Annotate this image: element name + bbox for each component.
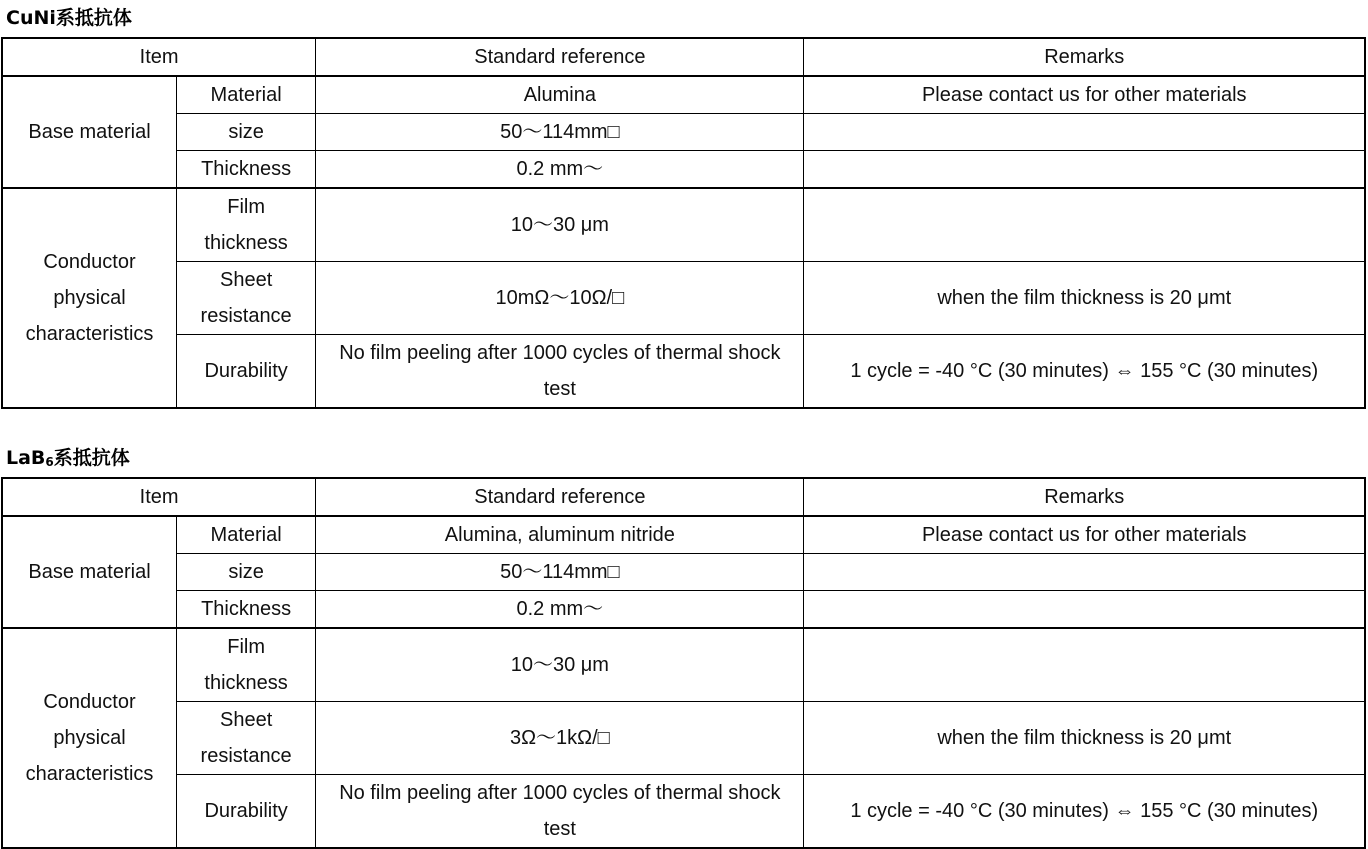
table-row — [2, 554, 1365, 591]
cell-standard-size: 50～114mm□ — [316, 554, 804, 591]
section-title-lab6 — [6, 446, 130, 474]
cell-standard-material: Alumina, aluminum nitride — [316, 516, 804, 554]
table-row — [2, 188, 1365, 262]
row-label-durability: Durability — [177, 335, 316, 409]
row-label-size: size — [177, 554, 316, 591]
title-suffix: 系抵抗体 — [53, 447, 130, 469]
table-row — [2, 335, 1365, 409]
header-remarks: Remarks — [804, 38, 1365, 76]
table-row — [2, 151, 1365, 189]
cell-remarks-durability: 1 cycle = -40 °C (30 minutes) ⇔ 155 °C (30 minutes) — [804, 775, 1365, 849]
cell-standard-sheet-resistance: 3Ω～1kΩ/□ — [316, 702, 804, 775]
cell-remarks-material: Please contact us for other materials — [804, 516, 1365, 554]
cell-remarks-durability: 1 cycle = -40 °C (30 minutes) ⇔ 155 °C (30 minutes) — [804, 335, 1365, 409]
cell-remarks-sheet-resistance: when the film thickness is 20 μmt — [804, 262, 1365, 335]
cell-standard-film-thickness: 10～30 μm — [316, 628, 804, 702]
cell-remarks-sheet-resistance: when the film thickness is 20 μmt — [804, 702, 1365, 775]
table-row — [2, 628, 1365, 702]
title-main: LaB — [6, 447, 46, 469]
row-label-film-thickness: Film thickness — [177, 188, 316, 262]
title-suffix: 系抵抗体 — [55, 7, 132, 29]
header-row — [2, 478, 1365, 516]
cell-remarks-thickness — [804, 591, 1365, 629]
cell-standard-thickness: 0.2 mm～ — [316, 591, 804, 629]
cell-standard-sheet-resistance: 10mΩ～10Ω/□ — [316, 262, 804, 335]
row-label-durability: Durability — [177, 775, 316, 849]
table-row — [2, 262, 1365, 335]
cell-remarks-thickness — [804, 151, 1365, 189]
row-label-thickness: Thickness — [177, 591, 316, 629]
group-base-material: Base material — [2, 516, 177, 628]
cell-remarks-size — [804, 114, 1365, 151]
header-standard: Standard reference — [316, 478, 804, 516]
section-title-cuni — [6, 6, 132, 34]
cell-standard-durability: No film peeling after 1000 cycles of thermal shock test — [316, 335, 804, 409]
header-item: Item — [2, 478, 316, 516]
row-label-film-thickness: Film thickness — [177, 628, 316, 702]
table-row — [2, 114, 1365, 151]
cell-standard-film-thickness: 10～30 μm — [316, 188, 804, 262]
cell-standard-durability: No film peeling after 1000 cycles of thermal shock test — [316, 775, 804, 849]
table-row — [2, 516, 1365, 554]
table-row — [2, 775, 1365, 849]
header-item: Item — [2, 38, 316, 76]
row-label-material: Material — [177, 76, 316, 114]
cell-standard-thickness: 0.2 mm～ — [316, 151, 804, 189]
title-main: CuNi — [6, 7, 56, 29]
spec-table-lab6 — [1, 477, 1366, 849]
group-base-material: Base material — [2, 76, 177, 188]
cell-standard-size: 50～114mm□ — [316, 114, 804, 151]
table-row — [2, 76, 1365, 114]
row-label-size: size — [177, 114, 316, 151]
row-label-sheet-resistance: Sheet resistance — [177, 702, 316, 775]
header-row — [2, 38, 1365, 76]
cell-remarks-film-thickness — [804, 628, 1365, 702]
title-subscript: 6 — [45, 455, 54, 469]
header-remarks: Remarks — [804, 478, 1365, 516]
group-conductor: Conductor physical characteristics — [2, 628, 177, 848]
cell-remarks-size — [804, 554, 1365, 591]
row-label-material: Material — [177, 516, 316, 554]
cell-remarks-material: Please contact us for other materials — [804, 76, 1365, 114]
table-row — [2, 591, 1365, 629]
cell-standard-material: Alumina — [316, 76, 804, 114]
spec-table-cuni — [1, 37, 1366, 409]
row-label-thickness: Thickness — [177, 151, 316, 189]
row-label-sheet-resistance: Sheet resistance — [177, 262, 316, 335]
cell-remarks-film-thickness — [804, 188, 1365, 262]
table-row — [2, 702, 1365, 775]
group-conductor: Conductor physical characteristics — [2, 188, 177, 408]
header-standard: Standard reference — [316, 38, 804, 76]
